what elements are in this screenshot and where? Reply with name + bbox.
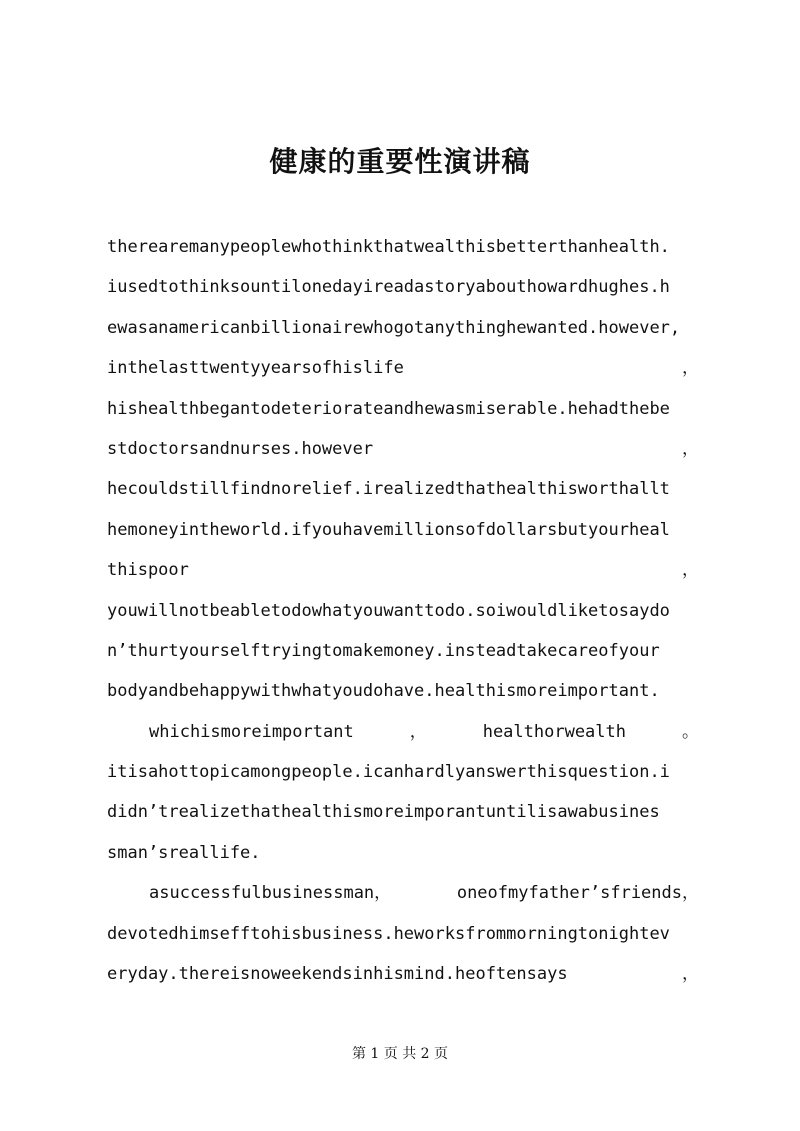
text-segment: ， <box>682 438 699 459</box>
text-line <box>107 797 699 837</box>
text-line <box>107 555 699 595</box>
text-segment: ewasanamericanbillionairewhogotanythinghewanted.however, <box>107 317 681 338</box>
text-line <box>107 515 699 555</box>
text-line <box>107 717 699 757</box>
text-segment: inthelasttwentyyearsofhislife <box>107 358 404 379</box>
text-line <box>107 272 699 312</box>
text-line <box>107 313 699 353</box>
text-line <box>107 636 699 676</box>
text-line <box>107 757 699 797</box>
text-segment: ， <box>682 560 699 581</box>
text-segment: bodyandbehappywithwhatyoudohave.healthismoreimportant. <box>107 681 660 702</box>
text-line <box>107 394 699 434</box>
document-body <box>107 232 699 999</box>
text-segment: thispoor <box>107 560 189 581</box>
text-segment: devotedhimsefftohisbusiness.heworksfrommorningtonightev <box>107 923 670 944</box>
text-segment: iusedtothinksountilonedayireadastoryabouthowardhughes.h <box>107 277 670 298</box>
text-line <box>107 232 699 272</box>
text-line <box>107 676 699 716</box>
document-title: 健康的重要性演讲稿 <box>269 145 531 178</box>
text-line <box>107 878 699 918</box>
text-segment: asuccessfulbusinessman， <box>149 883 392 904</box>
text-line <box>107 959 699 999</box>
text-segment: didn’trealizethathealthismoreimporantuntilisawabusines <box>107 802 660 823</box>
text-segment: healthorwealth <box>482 721 626 742</box>
text-segment: eryday.thereisnoweekendsinhismind.heoftensays <box>107 964 568 985</box>
text-segment: 。 <box>682 721 699 742</box>
text-segment: hishealthbegantodeteriorateandhewasmiserable.hehadthebe <box>107 398 670 419</box>
text-segment: hecouldstillfindnorelief.irealizedthathealthisworthallt <box>107 479 670 500</box>
text-segment: youwillnotbeabletodowhatyouwanttodo.soiwouldliketosaydo <box>107 600 670 621</box>
text-segment: whichismoreimportant <box>149 721 354 742</box>
text-line <box>107 838 699 878</box>
text-segment: n’thurtyourselftryingtomakemoney.insteadtakecareofyour <box>107 640 660 661</box>
text-segment: stdoctorsandnurses.however <box>107 438 374 459</box>
text-segment: sman’sreallife. <box>107 842 261 863</box>
text-segment: hemoneyintheworld.ifyouhavemillionsofdollarsbutyourheal <box>107 519 670 540</box>
text-segment: ， <box>682 964 699 985</box>
text-line <box>107 596 699 636</box>
text-segment: ， <box>682 358 699 379</box>
text-line <box>107 353 699 393</box>
text-line <box>107 434 699 474</box>
text-segment: ， <box>409 721 427 742</box>
text-line <box>107 474 699 514</box>
text-line <box>107 919 699 959</box>
text-segment: therearemanypeoplewhothinkthatwealthisbetterthanhealth. <box>107 237 670 257</box>
text-segment: oneofmyfather’sfriends， <box>456 883 699 904</box>
page-footer: 第 1 页 共 2 页 <box>351 1046 449 1062</box>
text-segment: itisahottopicamongpeople.icanhardlyanswerthisquestion.i <box>107 762 670 783</box>
